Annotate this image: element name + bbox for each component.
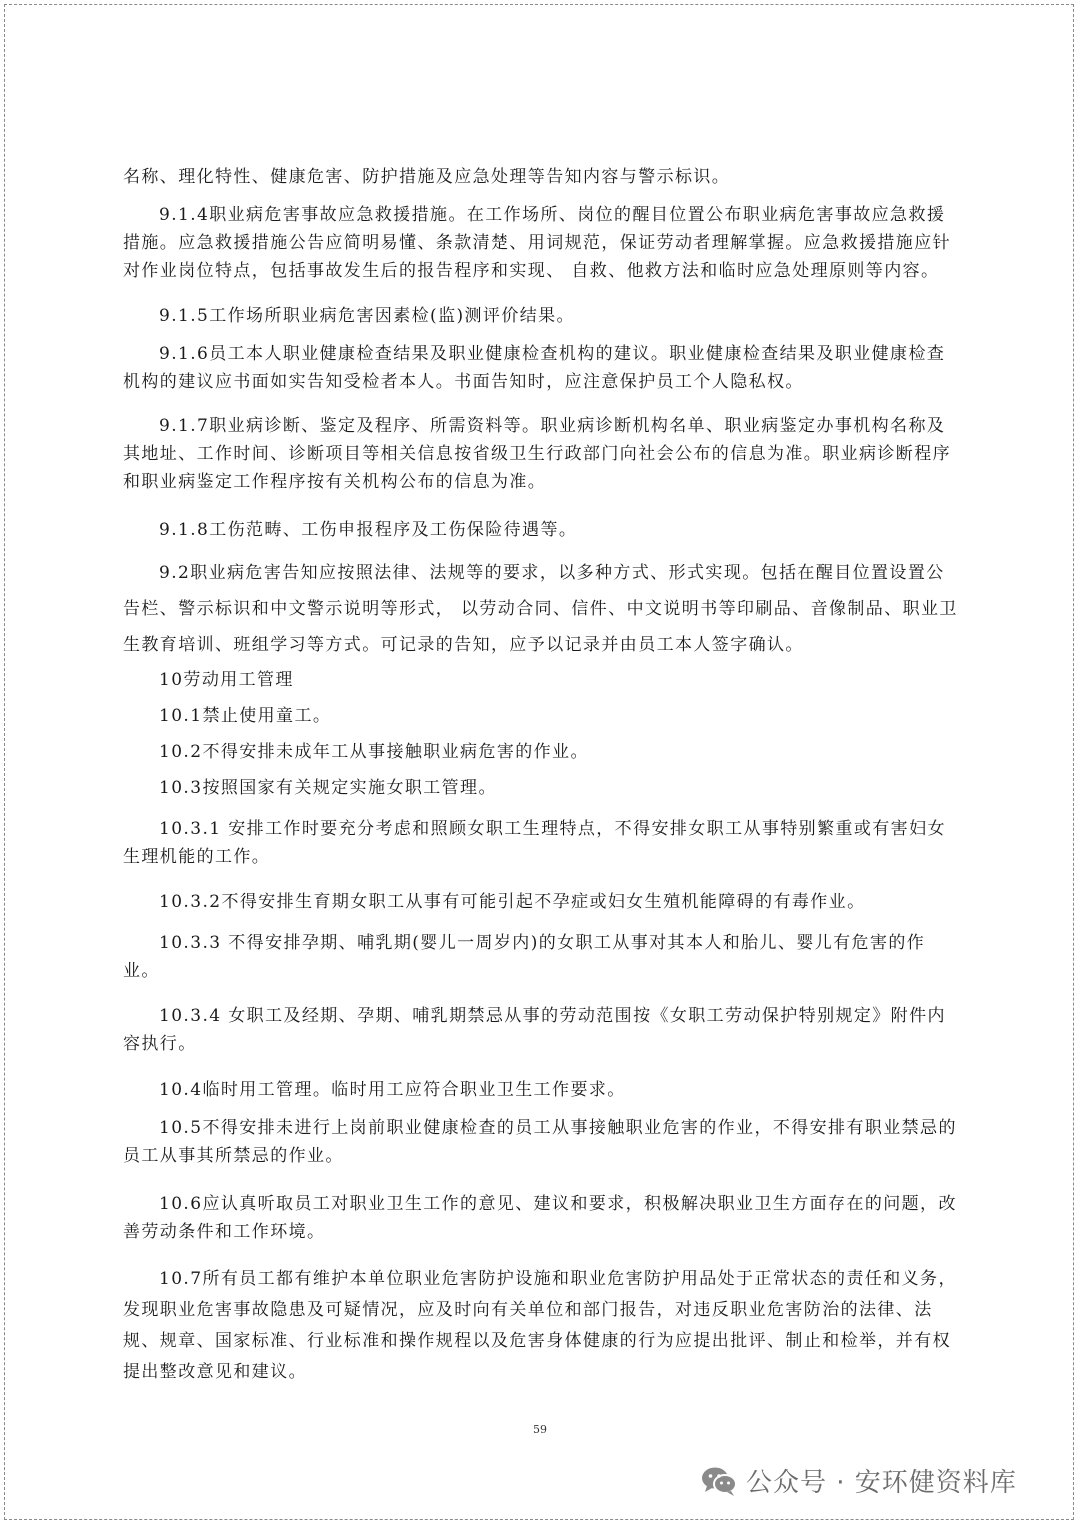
page-number: 59 xyxy=(533,1423,547,1436)
paragraph-9-2: 9.2职业病危害告知应按照法律、法规等的要求，以多种方式、形式实现。包括在醒目位置设置公告栏、警示标识和中文警示说明等形式， 以劳动合同、信件、中文说明书等印刷品、音像制品、职业卫生教育培训、班组学习等方式。可记录的告知，应予以记录并由员工本人签字确认。 xyxy=(123,563,958,655)
watermark-text: 公众号 · 安环健资料库 xyxy=(746,1468,1017,1498)
watermark xyxy=(700,1462,1017,1499)
paragraph-10-1: 10.1禁止使用童工。 xyxy=(159,706,332,726)
section-heading-10: 10劳动用工管理 xyxy=(159,670,294,690)
paragraph-9-1-5: 9.1.5工作场所职业病危害因素检(监)测评价结果。 xyxy=(159,306,575,326)
document-body xyxy=(123,160,961,1388)
paragraph-10-3-3: 10.3.3 不得安排孕期、哺乳期(婴儿一周岁内)的女职工从事对其本人和胎儿、婴儿有危害的作业。 xyxy=(123,933,926,981)
paragraph-9-1-7: 9.1.7职业病诊断、鉴定及程序、所需资料等。职业病诊断机构名单、职业病鉴定办事机构名称及其地址、工作时间、诊断项目等相关信息按省级卫生行政部门向社会公布的信息为准。职业病诊断程序和职业病鉴定工作程序按有关机构公布的信息为准。 xyxy=(123,416,951,492)
paragraph-10-3: 10.3按照国家有关规定实施女职工管理。 xyxy=(159,778,497,798)
paragraph-10-7: 10.7所有员工都有维护本单位职业危害防护设施和职业危害防护用品处于正常状态的责任和义务，发现职业危害事故隐患及可疑情况，应及时向有关单位和部门报告，对违反职业危害防治的法律、法规、规章、国家标准、行业标准和操作规程以及危害身体健康的行为应提出批评、制止和检举，并有权提出整改意见和建议。 xyxy=(123,1269,957,1382)
paragraph-continuation: 名称、理化特性、健康危害、防护措施及应急处理等告知内容与警示标识。 xyxy=(123,167,731,187)
paragraph-10-5: 10.5不得安排未进行上岗前职业健康检查的员工从事接触职业危害的作业，不得安排有职业禁忌的员工从事其所禁忌的作业。 xyxy=(123,1118,957,1166)
paragraph-10-6: 10.6应认真听取员工对职业卫生工作的意见、建议和要求，积极解决职业卫生方面存在的问题，改善劳动条件和工作环境。 xyxy=(123,1194,957,1242)
paragraph-9-1-8: 9.1.8工伤范畴、工伤申报程序及工伤保险待遇等。 xyxy=(159,520,578,540)
paragraph-10-4: 10.4临时用工管理。临时用工应符合职业卫生工作要求。 xyxy=(159,1080,626,1100)
paragraph-10-3-1: 10.3.1 安排工作时要充分考虑和照顾女职工生理特点，不得安排女职工从事特别繁重或有害妇女生理机能的工作。 xyxy=(123,819,946,867)
paragraph-10-3-4: 10.3.4 女职工及经期、孕期、哺乳期禁忌从事的劳动范围按《女职工劳动保护特别规定》附件内容执行。 xyxy=(123,1006,946,1054)
wechat-icon xyxy=(700,1465,738,1497)
paragraph-9-1-4: 9.1.4职业病危害事故应急救援措施。在工作场所、岗位的醒目位置公布职业病危害事故应急救援措施。应急救援措施公告应简明易懂、条款清楚、用词规范，保证劳动者理解掌握。应急救援措施应针对作业岗位特点，包括事故发生后的报告程序和实现、 自救、他救方法和临时应急处理原则等内容。 xyxy=(123,205,951,281)
paragraph-9-1-6: 9.1.6员工本人职业健康检查结果及职业健康检查机构的建议。职业健康检查结果及职业健康检查机构的建议应书面如实告知受检者本人。书面告知时，应注意保护员工个人隐私权。 xyxy=(123,344,946,392)
paragraph-10-3-2: 10.3.2不得安排生育期女职工从事有可能引起不孕症或妇女生殖机能障碍的有毒作业。 xyxy=(159,892,866,912)
paragraph-10-2: 10.2不得安排未成年工从事接触职业病危害的作业。 xyxy=(159,742,589,762)
